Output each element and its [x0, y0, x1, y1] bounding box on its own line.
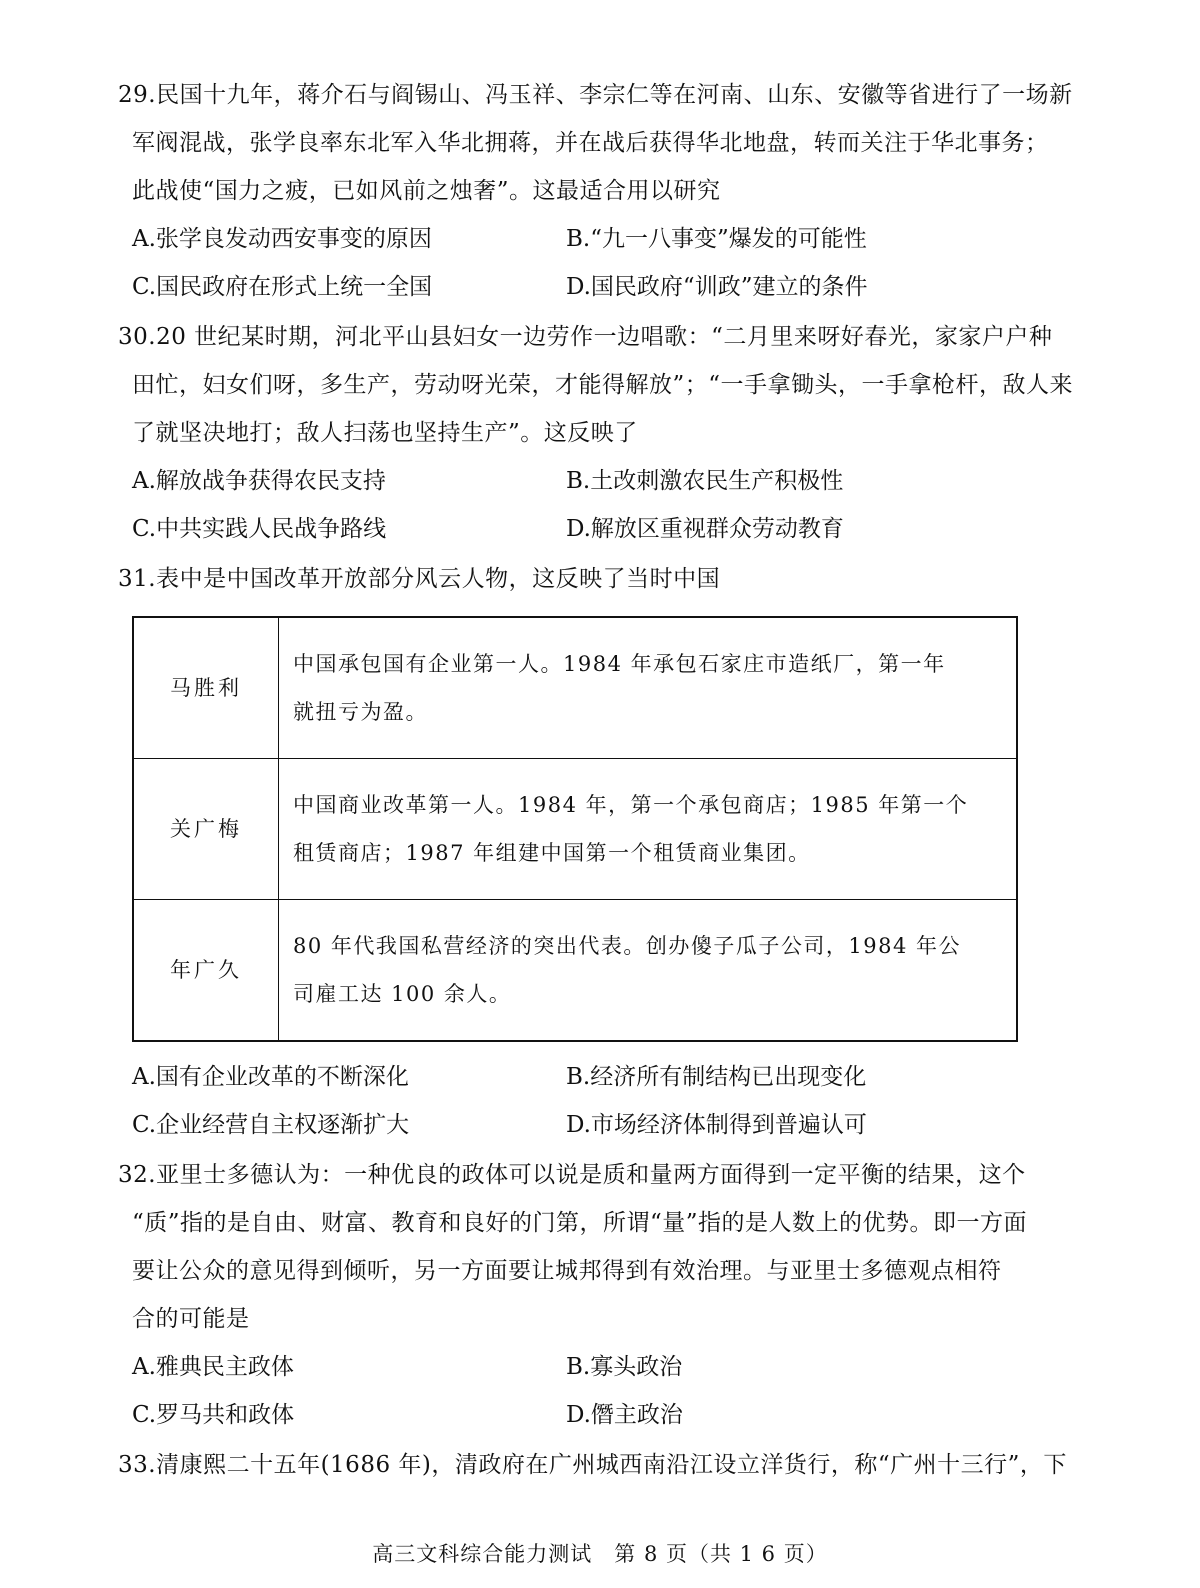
q30-option-d: D.解放区重视群众劳动教育 — [566, 516, 844, 542]
figure-description-line: 80 年代我国私营经济的突出代表。创办傻子瓜子公司，1984 年公 — [293, 933, 962, 958]
figure-name: 年广久 — [133, 899, 279, 1041]
figure-name: 马胜利 — [133, 617, 279, 759]
q32-option-d: D.僭主政治 — [566, 1402, 683, 1428]
q30-line-2: 田忙，妇女们呀，多生产，劳动呀光荣，才能得解放”；“一手拿锄头，一手拿枪杆，敌人来 — [132, 372, 1074, 398]
q32-line-3: 要让公众的意见得到倾听，另一方面要让城邦得到有效治理。与亚里士多德观点相符 — [132, 1258, 1002, 1284]
q29-option-d: D.国民政府“训政”建立的条件 — [566, 274, 868, 300]
q29-option-b: B.“九一八事变”爆发的可能性 — [566, 226, 867, 252]
figure-description — [279, 899, 1018, 1041]
table-row — [133, 617, 1017, 759]
figure-description — [279, 759, 1018, 900]
q31-option-b: B.经济所有制结构已出现变化 — [566, 1064, 867, 1090]
q32-line-4: 合的可能是 — [132, 1306, 250, 1332]
q30-line-3: 了就坚决地打；敌人扫荡也坚持生产”。这反映了 — [132, 420, 638, 446]
figure-name: 关广梅 — [133, 759, 279, 900]
page-footer: 高三文科综合能力测试 第 8 页（共 1 6 页） — [372, 1542, 828, 1566]
figure-description-line: 中国承包国有企业第一人。1984 年承包石家庄市造纸厂，第一年 — [293, 652, 946, 677]
figure-description-line: 中国商业改革第一人。1984 年，第一个承包商店；1985 年第一个 — [293, 792, 969, 817]
q31-option-d: D.市场经济体制得到普遍认可 — [566, 1112, 867, 1138]
q29-line-2: 军阀混战，张学良率东北军入华北拥蒋，并在战后获得华北地盘，转而关注于华北事务； — [132, 130, 1049, 156]
q30-option-c: C.中共实践人民战争路线 — [132, 516, 387, 542]
q31-option-c: C.企业经营自主权逐渐扩大 — [132, 1112, 410, 1138]
figure-description-line: 司雇工达 100 余人。 — [293, 981, 512, 1006]
figure-description-line: 就扭亏为盈。 — [293, 700, 428, 725]
table-row — [133, 899, 1017, 1041]
q32-line-2: “质”指的是自由、财富、教育和良好的门第，所谓“量”指的是人数上的优势。即一方面 — [132, 1210, 1028, 1236]
q32-line-1: 32.亚里士多德认为：一种优良的政体可以说是质和量两方面得到一定平衡的结果，这个 — [118, 1162, 1026, 1188]
figure-description — [279, 617, 1018, 759]
q29-line-1: 29.民国十九年，蒋介石与阎锡山、冯玉祥、李宗仁等在河南、山东、安徽等省进行了一场新 — [118, 82, 1073, 108]
q30-option-a: A.解放战争获得农民支持 — [132, 468, 386, 494]
q32-option-b: B.寡头政治 — [566, 1354, 683, 1380]
q29-line-3: 此战使“国力之疲，已如风前之烛奢”。这最适合用以研究 — [132, 178, 721, 204]
reform-figures-table — [132, 616, 1018, 1042]
table-row — [133, 759, 1017, 900]
q30-option-b: B.土改刺激农民生产积极性 — [566, 468, 844, 494]
q32-option-c: C.罗马共和政体 — [132, 1402, 295, 1428]
q31-stem: 31.表中是中国改革开放部分风云人物，这反映了当时中国 — [118, 566, 721, 592]
q29-option-c: C.国民政府在形式上统一全国 — [132, 274, 433, 300]
q31-option-a: A.国有企业改革的不断深化 — [132, 1064, 409, 1090]
q32-option-a: A.雅典民主政体 — [132, 1354, 294, 1380]
q29-option-a: A.张学良发动西安事变的原因 — [132, 226, 432, 252]
q30-line-1: 30.20 世纪某时期，河北平山县妇女一边劳作一边唱歌：“二月里来呀好春光，家家户户种 — [118, 324, 1053, 350]
figure-description-line: 租赁商店；1987 年组建中国第一个租赁商业集团。 — [293, 840, 811, 865]
q33-line-1: 33.清康熙二十五年(1686 年)，清政府在广州城西南沿江设立洋货行，称“广州十三行”，下 — [118, 1452, 1067, 1478]
